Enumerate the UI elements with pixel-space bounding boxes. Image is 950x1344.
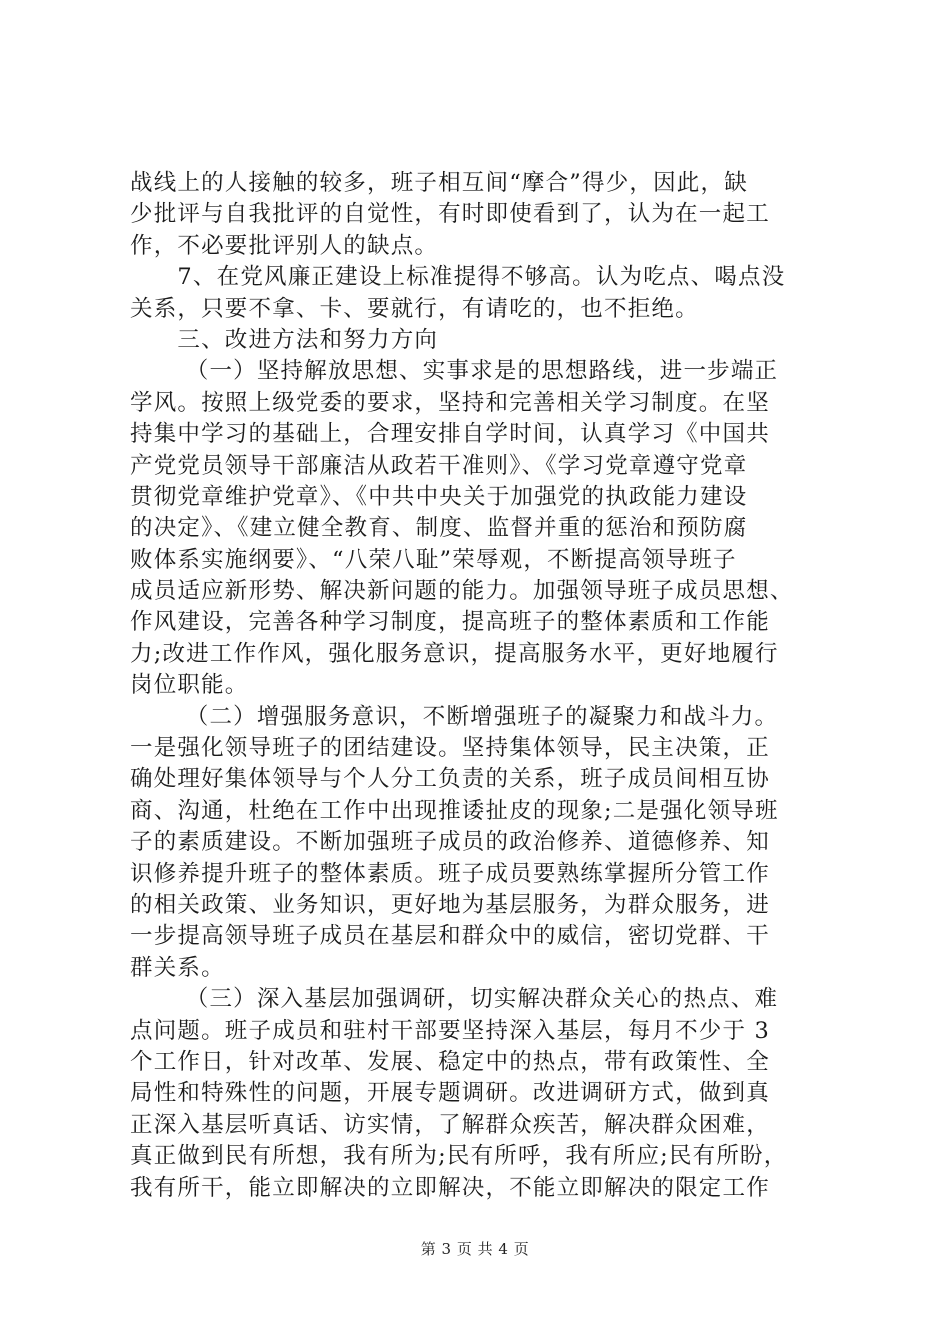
text-line: 作，不必要批评别人的缺点。 <box>130 232 439 259</box>
text-line: 持集中学习的基础上，合理安排自学时间，认真学习《中国共 <box>130 421 770 448</box>
text-line: 学风。按照上级党委的要求，坚持和完善相关学习制度。在坚 <box>130 389 770 416</box>
text-line: 的决定》、《建立健全教育、制度、监督并重的惩治和预防腐 <box>130 515 748 542</box>
text-line: 群关系。 <box>130 954 225 981</box>
text-line: 7、在党风廉正建设上标准提得不够高。认为吃点、喝点没 <box>130 264 786 291</box>
text-line: 作风建设，完善各种学习制度，提高班子的整体素质和工作能 <box>130 609 770 636</box>
text-line: 的相关政策、业务知识，更好地为基层服务，为群众服务，进 <box>130 891 770 918</box>
text-line: （二）增强服务意识，不断增强班子的凝聚力和战斗力。 <box>130 703 779 730</box>
text-line: 确处理好集体领导与个人分工负责的关系，班子成员间相互协 <box>130 766 770 793</box>
text-line: 产党党员领导干部廉洁从政若干准则》、《学习党章遵守党章 <box>130 452 748 479</box>
text-line: 战线上的人接触的较多，班子相互间“摩合”得少，因此，缺 <box>130 170 748 196</box>
section-heading: 三、改进方法和努力方向 <box>130 326 439 353</box>
text-line: 识修养提升班子的整体素质。班子成员要熟练掌握所分管工作 <box>130 860 770 887</box>
text-line: 局性和特殊性的问题，开展专题调研。改进调研方式，做到真 <box>130 1080 770 1107</box>
page-number-label: 第 3 页 共 4 页 <box>420 1240 530 1258</box>
document-body <box>130 168 830 1204</box>
page-footer <box>0 1238 950 1259</box>
text-line: 个工作日，针对改革、发展、稳定中的热点，带有政策性、全 <box>130 1048 770 1075</box>
text-line: 贯彻党章维护党章》、《中共中央关于加强党的执政能力建设 <box>130 483 748 510</box>
text-line: 真正做到民有所想，我有所为;民有所呼，我有所应;民有所盼， <box>130 1143 788 1170</box>
text-line: 少批评与自我批评的自觉性，有时即使看到了，认为在一起工 <box>130 201 770 228</box>
text-line: 力;改进工作作风，强化服务意识，提高服务水平，更好地履行 <box>130 640 779 667</box>
text-line: 一步提高领导班子成员在基层和群众中的威信，密切党群、干 <box>130 923 770 950</box>
text-line: （一）坚持解放思想、实事求是的思想路线，进一步端正 <box>130 358 779 385</box>
text-line: 我有所干，能立即解决的立即解决，不能立即解决的限定工作 <box>130 1174 770 1201</box>
text-line: 败体系实施纲要》、“八荣八耻”荣辱观，不断提高领导班子 <box>130 546 737 573</box>
text-line: 商、沟通，杜绝在工作中出现推诿扯皮的现象;二是强化领导班 <box>130 797 779 824</box>
text-line: 岗位职能。 <box>130 672 249 699</box>
text-line: 关系，只要不拿、卡、要就行，有请吃的，也不拒绝。 <box>130 295 699 322</box>
text-line: 点问题。班子成员和驻村干部要坚持深入基层，每月不少于 3 <box>130 1017 771 1044</box>
text-line: （三）深入基层加强调研，切实解决群众关心的热点、难 <box>130 986 779 1013</box>
text-line: 正深入基层听真话、访实情，了解群众疾苦，解决群众困难， <box>130 1111 770 1138</box>
text-line: 一是强化领导班子的团结建设。坚持集体领导，民主决策，正 <box>130 735 770 762</box>
text-line: 成员适应新形势、解决新问题的能力。加强领导班子成员思想、 <box>130 578 794 605</box>
text-line: 子的素质建设。不断加强班子成员的政治修养、道德修养、知 <box>130 829 770 856</box>
